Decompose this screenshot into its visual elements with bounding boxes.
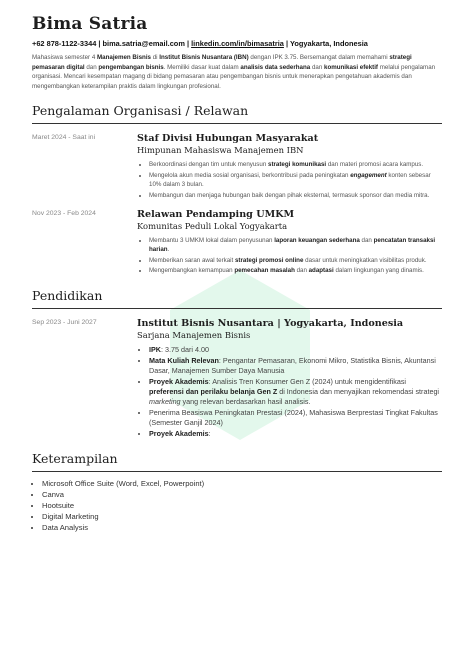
entry-date: Maret 2024 - Saat ini [32,134,96,142]
location: Yogyakarta, Indonesia [289,39,368,48]
bullet-item: • Proyek Akademis: [149,429,442,439]
bullet-item: • Mengembangkan kemampuan pemecahan masalah dan adaptasi dalam lingkungan yang dinamis. [149,266,442,275]
summary: Mahasiswa semester 4 Manajemen Bisnis di Institut Bisnis Nusantara (IBN) dengan IPK 3.75. Bersemangat dalam memahami strategi pemasaran digital dan pengembangan bisnis. Memiliki dasar kuat dalam analisis data sederhana dan komunikasi efektif melalui pengalaman organisasi. Mencari kesempatan magang di bidang pemasaran atau pengembangan bisnis untuk menerapkan pengetahuan akademis dan mengembangkan keterampilan praktis dalam lingkungan profesional. [32,54,436,90]
entry-bullets [137,236,442,276]
bullet-item: • Proyek Akademis: Analisis Tren Konsumer Gen Z (2024) untuk mengidentifikasi preferensi dan perilaku belanja Gen Z di Indonesia dan menyajikan rekomendasi strategi marketing yang relevan berdasarkan hasil analisis. [149,377,442,407]
skill-item: • Data Analysis [42,522,442,533]
education-entry [32,318,442,439]
bullet-item: • Memberikan saran awal terkait strategi promosi online dasar untuk meningkatkan visibilitas produk. [149,256,442,265]
experience-entry [32,209,442,276]
experience-section [32,103,442,275]
bullet-item: • Membantu 3 UMKM lokal dalam penyusunan laporan keuangan sederhana dan pencatatan transaksi harian. [149,236,442,255]
program-name: Sarjana Manajemen Bisnis [137,329,251,340]
skill-item: • Hootsuite [42,500,442,511]
bullet-item: • Membangun dan menjaga hubungan baik dengan pihak eksternal, termasuk sponsor dan media mitra. [149,191,442,200]
bullet-item: • IPK: 3.75 dari 4.00 [149,345,442,355]
entry-org: Himpunan Mahasiswa Manajemen IBN [137,145,304,156]
experience-entry [32,133,442,200]
education-title: Pendidikan [32,288,442,309]
entry-bullets [137,160,442,200]
bullet-item: • Mata Kuliah Relevan: Pengantar Pemasaran, Ekonomi Mikro, Statistika Bisnis, Akuntansi Dasar, Manajemen Sumber Daya Manusia [149,356,442,376]
entry-date: Sep 2023 - Juni 2027 [32,318,97,326]
skills-title: Keterampilan [32,451,442,472]
skill-item: • Canva [42,489,442,500]
email[interactable]: bima.satria@email.com [102,39,185,48]
phone: +62 878-1122-3344 [32,39,97,48]
entry-org: Komunitas Peduli Lokal Yogyakarta [137,221,288,231]
skill-item: • Digital Marketing [42,511,442,522]
resume-page [32,14,442,533]
experience-title: Pengalaman Organisasi / Relawan [32,103,442,124]
entry-date: Nov 2023 - Feb 2024 [32,210,96,217]
skills-section [32,451,442,533]
education-section [32,288,442,439]
bullet-item: • Mengelola akun media sosial organisasi, berkontribusi pada peningkatan engagement konten sebesar 10% dalam 3 bulan. [149,171,442,190]
entry-role: Staf Divisi Hubungan Masyarakat [137,133,319,145]
entry-role: Relawan Pendamping UMKM [137,209,295,220]
candidate-name: Bima Satria [32,14,148,34]
skills-list [32,478,442,533]
skill-item: • Microsoft Office Suite (Word, Excel, Powerpoint) [42,478,442,489]
linkedin-link[interactable]: linkedin.com/in/bimasatria [191,39,284,48]
bullet-item: • Penerima Beasiswa Peningkatan Prestasi (2024), Mahasiswa Berprestasi Tingkat Fakultas (Semester Ganjil 2024) [149,408,442,428]
school-name: Institut Bisnis Nusantara | Yogyakarta, Indonesia [137,317,404,329]
contact-line: +62 878-1122-3344 | bima.satria@email.com | linkedin.com/in/bimasatria | Yogyakarta, Indonesia [32,39,368,48]
bullet-item: • Berkoordinasi dengan tim untuk menyusun strategi komunikasi dan materi promosi acara kampus. [149,160,442,169]
education-bullets [137,345,442,439]
